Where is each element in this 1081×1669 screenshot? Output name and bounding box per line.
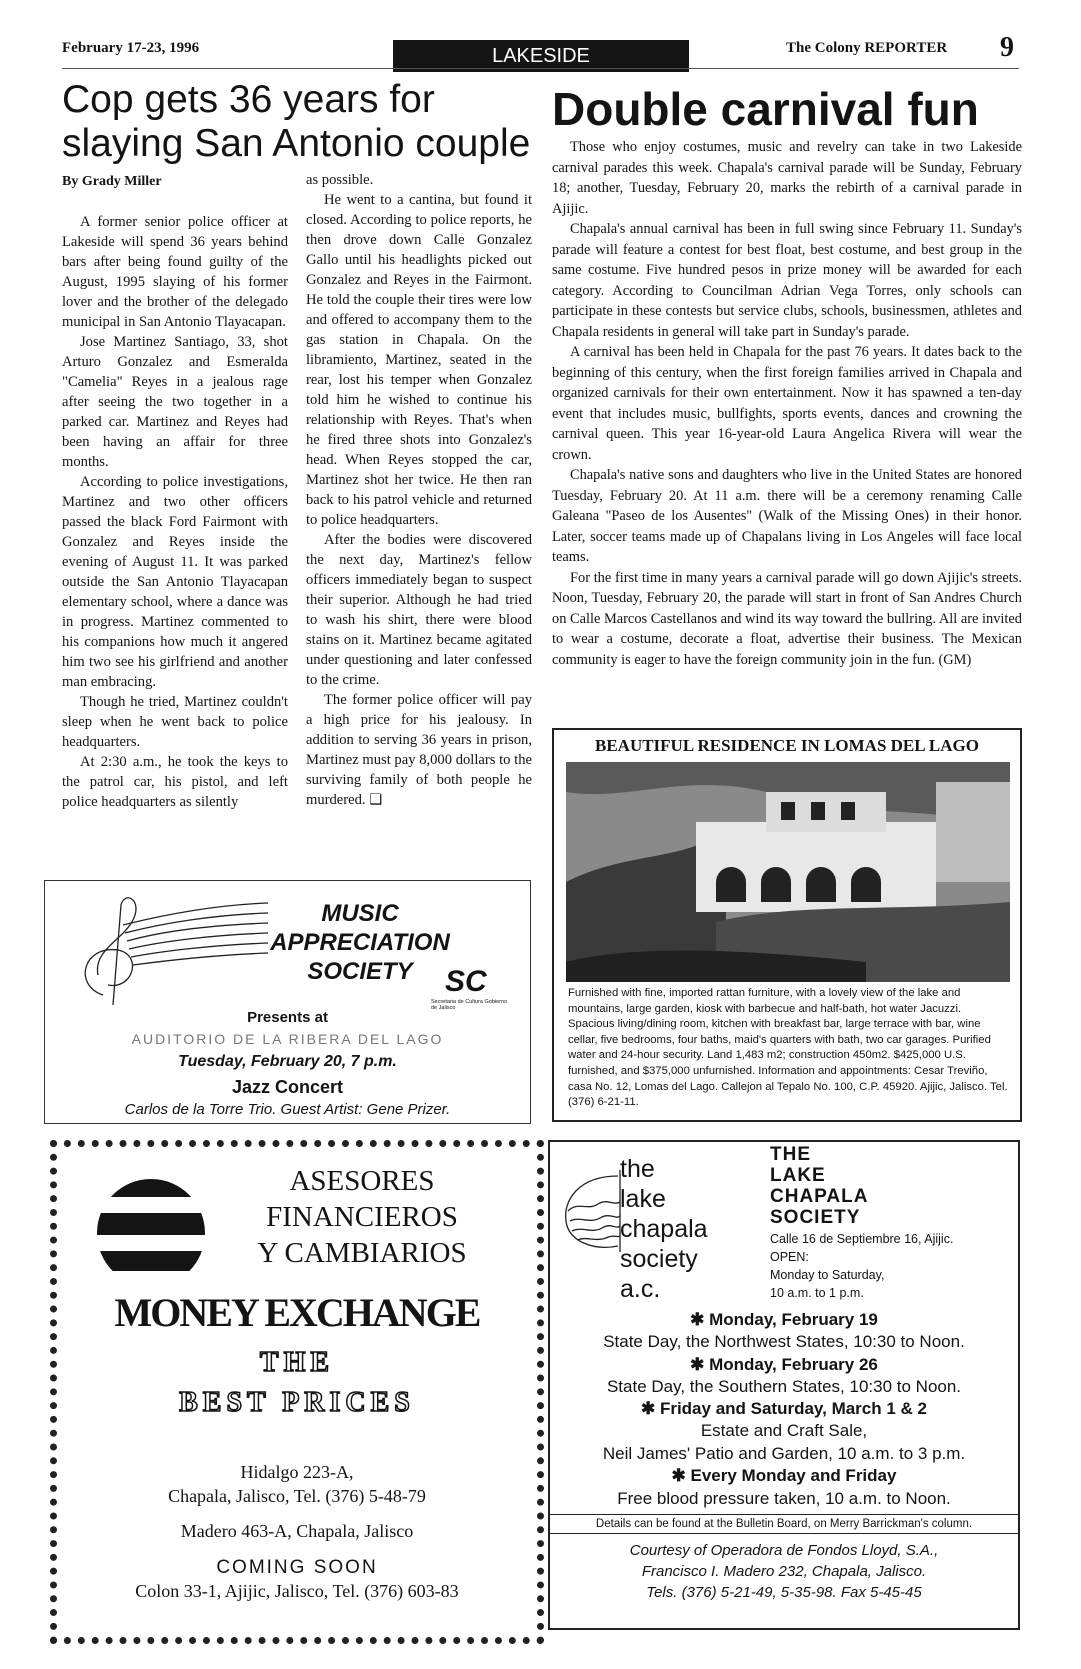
society-logo-word: the <box>620 1155 655 1183</box>
society-event-title: ✱ Monday, February 19 <box>690 1310 878 1329</box>
article1-column2 <box>306 170 532 810</box>
society-logo-word: a.c. <box>620 1275 661 1303</box>
header-rule <box>62 68 1019 69</box>
residence-ad <box>552 728 1022 1122</box>
paper-name: The Colony REPORTER <box>786 40 948 56</box>
society-courtesy3: Tels. (376) 5-21-49, 5-35-98. Fax 5-45-45 <box>646 1584 922 1601</box>
money-coming-soon: COMING SOON <box>216 1557 378 1578</box>
money-the: THE <box>259 1347 335 1378</box>
society-logo-text <box>620 1154 708 1304</box>
society-address: Calle 16 de Septiembre 16, Ajijic. <box>770 1232 954 1246</box>
society-event-desc: State Day, the Southern States, 10:30 to Noon. <box>606 1377 962 1396</box>
article1-column1 <box>62 212 288 812</box>
article1-paragraph: He went to a cantina, but found it closed. According to police reports, he then drove down Calle Gonzalez Gallo until his headlights picked out Gonzalez and Reyes in the Fairmont. He told the couple their tires were low and offered to accompany them to the gas station in Chapala. On the libramiento, Martinez, seated in the rear, lost his temper when Gonzalez told him he wished to continue his relationship with Reyes. That's when he fired three shots into Gonzalez's head. When Reyes stopped the car, Martinez shot her twice. He then ran back to his patrol vehicle and returned to police headquarters. <box>306 192 532 528</box>
article1-paragraph: The former police officer will pay a high price for his jealousy. In addition to serving 36 years in prison, Martinez must pay 8,000 dollars to the surviving family of both people he murdered. ❏ <box>306 692 532 808</box>
section-banner: LAKESIDE <box>393 40 689 72</box>
music-date: Tuesday, February 20, 7 p.m. <box>178 1053 397 1070</box>
music-venue: AUDITORIO DE LA RIBERA DEL LAGO <box>131 1031 444 1047</box>
money-line3: Y CAMBIARIOS <box>257 1237 467 1269</box>
money-headline: MONEY EXCHANGE <box>114 1290 480 1335</box>
article2-body <box>552 137 1022 670</box>
article1-paragraph: Jose Martinez Santiago, 33, shot Arturo Gonzalez and Esmeralda "Camelia" Reyes in a jealous rage after seeing the two together in a parked car. Martinez and Reyes had been having an affair for three months. <box>62 334 288 470</box>
society-name <box>770 1144 868 1228</box>
article1-byline: By Grady Miller <box>62 174 162 189</box>
article2-paragraph: Those who enjoy costumes, music and revelry can take in two Lakeside carnival parades this week. Chapala's carnival parade will be Sunday, February 18; another, Tuesday, February 20, marks the rebirth of a carnival parade in Ajijic. <box>552 139 1022 217</box>
article1-paragraph: as possible. <box>306 172 374 188</box>
money-line2: FINANCIEROS <box>266 1201 458 1233</box>
society-event-title: ✱ Monday, February 26 <box>690 1355 878 1374</box>
society-open: OPEN: <box>770 1250 809 1264</box>
article1-headline-line2: slaying San Antonio couple <box>62 122 531 165</box>
society-name-line: LAKE <box>770 1165 826 1186</box>
society-info <box>770 1230 953 1302</box>
sc-logo-subtext: Secretaria de Cultura Gobierno de Jalisco <box>431 999 508 1011</box>
society-courtesy2: Francisco I. Madero 232, Chapala, Jalisco. <box>641 1563 927 1580</box>
society-logo-word: society <box>620 1245 698 1273</box>
article1-paragraph: After the bodies were discovered the next day, Martinez's fellow officers immediately began to suspect their superior. Although he had tried to wash his shirt, there were blood stains on it. Martinez became agitated under questioning and later confessed to the crime. <box>306 532 532 688</box>
society-event-desc: Estate and Craft Sale, <box>700 1421 868 1440</box>
society-days: Monday to Saturday, <box>770 1268 885 1282</box>
lake-chapala-society-ad <box>548 1140 1020 1630</box>
society-logo-wave-icon <box>558 1166 628 1256</box>
money-address2: Chapala, Jalisco, Tel. (376) 5-48-79 <box>168 1486 426 1506</box>
residence-description: Furnished with fine, imported rattan furniture, with a lovely view of the lake and mountains, large garden, kiosk with barbecue and half-bath, hot water Jacuzzi. Spacious living/dining room, kitchen with breakfast bar, large terrace with bar, wine cellar, five bedrooms, four baths, maid's quarters with bath, two car garages. Purified water and 24-hour security. Land 1,483 m2; construction 450m2. $425,000 U.S. furnished, and $375,000 unfurnished. Information and appointments: Cesar Treviño, casa No. 12, Lomas del Lago. Callejon al Tepalo No. 100, C.P. 45920. Ajijic, Jalisco. Tel. (376) 6-21-11. <box>568 987 1008 1109</box>
article2-paragraph: For the first time in many years a carnival parade will go down Ajijic's streets. Noon, Tuesday, February 20, the parade will start in front of San Andres Church on Calle Marcos Castellanos and wind its way toward the bullring. All are invited to wear a costume, decorate a float, advertise their business. The Mexican community is eager to have the foreign community join in the fun. (GM) <box>552 569 1022 668</box>
society-details: Details can be found at the Bulletin Board, on Merry Barrickman's column. <box>550 1514 1018 1534</box>
society-event-desc: Neil James' Patio and Garden, 10 a.m. to 3 p.m. <box>602 1444 966 1463</box>
article2-paragraph: Chapala's native sons and daughters who live in the United States are honored Tuesday, February 20. At 11 a.m. there will be a ceremony renaming Calle Galeana "Paseo de los Ausentes" (Walk of the Missing Ones) in their honor. Later, soccer teams made up of Chapalans living in Los Angeles will face local teams. <box>552 467 1022 565</box>
music-presents: Presents at <box>247 1009 328 1026</box>
article2-paragraph: Chapala's annual carnival has been in full swing since February 11. Sunday's parade will feature a contest for best float, best costume, and best group in the same costume. Five hundred pesos in prize money will be awarded for each category. According to Councilman Adrian Vega Torres, only schools can participate in these contests but service clubs, schools, businessmen, athletes and Chapala residents in general will take part in Sunday's parade. <box>552 221 1022 340</box>
music-title-line3: SOCIETY <box>307 958 413 985</box>
issue-date: February 17-23, 1996 <box>62 40 200 56</box>
music-society-ad <box>44 880 531 1124</box>
article1-paragraph: At 2:30 a.m., he took the keys to the patrol car, his pistol, and left police headquarters as silently <box>62 754 288 810</box>
society-name-line: THE <box>770 1144 811 1165</box>
society-event-title: ✱ Friday and Saturday, March 1 & 2 <box>640 1399 927 1418</box>
article2-paragraph: A carnival has been held in Chapala for the past 76 years. It dates back to the beginning of this century, when the first foreign families arrived in Chapala and organized carnivals for their own entertainment. Now it has spawned a ten-day event that includes music, bullfights, sports events, dances and crowning the carnival queen. This year 16-year-old Laura Angelica Rivera will wear the crown. <box>552 344 1022 463</box>
society-logo-word: chapala <box>620 1215 708 1243</box>
society-hours: 10 a.m. to 1 p.m. <box>770 1286 864 1300</box>
society-name-line: CHAPALA <box>770 1186 869 1207</box>
society-event-title: ✱ Every Monday and Friday <box>671 1466 897 1485</box>
music-event: Jazz Concert <box>231 1077 344 1097</box>
society-event-desc: State Day, the Northwest States, 10:30 to Noon. <box>603 1332 965 1351</box>
society-name-line: SOCIETY <box>770 1207 861 1228</box>
music-title-line1: MUSIC <box>321 900 399 927</box>
money-exchange-ad <box>50 1140 544 1644</box>
article1-paragraph: Though he tried, Martinez couldn't sleep when he went back to police headquarters. <box>62 694 288 750</box>
money-address3: Madero 463-A, Chapala, Jalisco <box>180 1521 414 1541</box>
money-address1: Hidalgo 223-A, <box>240 1462 354 1482</box>
society-logo-word: lake <box>620 1185 666 1213</box>
residence-photo <box>566 762 1010 982</box>
exchange-logo <box>95 1177 207 1289</box>
society-event-desc: Free blood pressure taken, 10 a.m. to Noon. <box>617 1489 951 1508</box>
sc-logo: SC <box>445 965 487 998</box>
society-courtesy1: Courtesy of Operadora de Fondos Lloyd, S.A., <box>629 1542 939 1559</box>
article1-headline <box>62 78 542 166</box>
residence-title: BEAUTIFUL RESIDENCE IN LOMAS DEL LAGO <box>594 736 979 755</box>
article1-paragraph: According to police investigations, Martinez and two other officers passed the black Ford Fairmont with Gonzalez and Reyes inside the evening of August 11. It was parked outside the San Antonio Tlayacapan elementary school, where a dance was in progress. Martinez commented to his companions how much it angered him two see his girlfriend and another man embracing. <box>62 474 288 690</box>
article1-paragraph: A former senior police officer at Lakeside will spend 36 years behind bars after being found guilty of the August, 1995 slaying of his former lover and the brother of the delegado municipal in San Antonio Tlayacapan. <box>62 214 288 330</box>
money-line1: ASESORES <box>289 1165 435 1197</box>
music-title-line2: APPRECIATION <box>270 929 450 956</box>
music-artists: Carlos de la Torre Trio. Guest Artist: Gene Prizer. <box>124 1101 451 1118</box>
money-best-prices: BEST PRICES <box>179 1387 415 1418</box>
article2-headline: Double carnival fun <box>552 83 979 135</box>
page-number: 9 <box>1000 32 1014 63</box>
money-address4: Colon 33-1, Ajijic, Jalisco, Tel. (376) 603-83 <box>135 1581 459 1601</box>
article1-headline-line1: Cop gets 36 years for <box>62 78 435 121</box>
